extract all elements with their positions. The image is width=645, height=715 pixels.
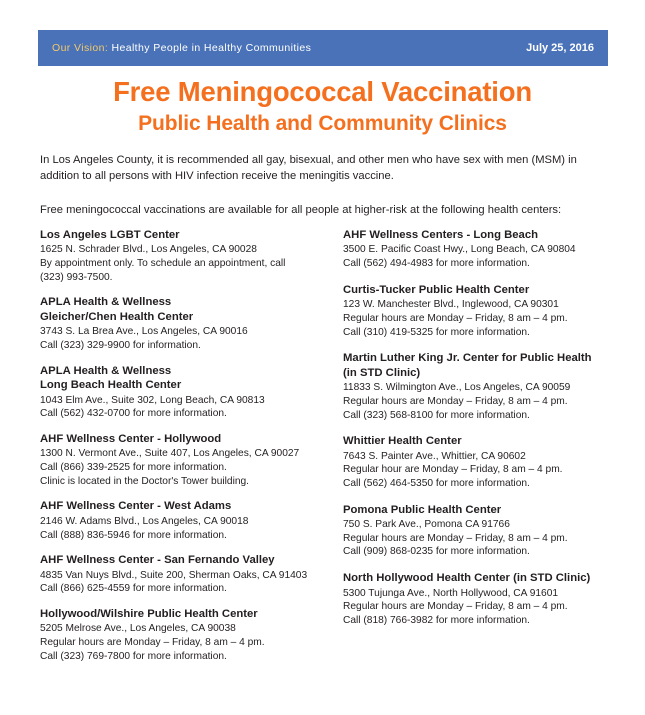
clinic-name: Martin Luther King Jr. Center for Public Health (in STD Clinic): [343, 352, 592, 379]
clinic-entry: [40, 228, 317, 284]
clinic-detail-line: Call (562) 464-5350 for more information.: [343, 477, 530, 489]
clinic-entry: [343, 571, 620, 627]
clinic-detail-line: 3743 S. La Brea Ave., Los Angeles, CA 90016: [40, 326, 248, 338]
clinic-detail-line: Call (323) 329-9900 for information.: [40, 340, 201, 352]
clinic-detail-line: Call (909) 868-0235 for more information.: [343, 546, 530, 558]
clinic-name: Los Angeles LGBT Center: [40, 229, 180, 241]
clinic-detail-line: Call (818) 766-3982 for more information.: [343, 614, 530, 626]
clinic-detail-line: 3500 E. Pacific Coast Hwy., Long Beach, CA 90804: [343, 244, 576, 256]
clinic-detail-line: Call (866) 625-4559 for more information.: [40, 583, 227, 595]
clinic-name: Whittier Health Center: [343, 435, 462, 448]
clinic-entry: [40, 553, 317, 596]
page-title: Free Meningococcal Vaccination: [113, 76, 532, 107]
clinic-detail-line: 1043 Elm Ave., Suite 302, Long Beach, CA 90813: [40, 394, 265, 406]
header-date: July 25, 2016: [526, 42, 594, 54]
clinic-detail-line: 1300 N. Vermont Ave., Suite 407, Los Angeles, CA 90027: [40, 448, 300, 460]
clinic-name: AHF Wellness Center - Hollywood: [40, 432, 222, 445]
clinic-entry: [40, 364, 317, 421]
clinic-detail-line: Call (888) 836-5946 for more information.: [40, 529, 227, 541]
clinic-detail-line: 1625 N. Schrader Blvd., Los Angeles, CA 90028: [40, 244, 257, 256]
clinic-detail-line: (323) 993-7500.: [40, 271, 113, 283]
clinic-detail-line: 5300 Tujunga Ave., North Hollywood, CA 91601: [343, 587, 559, 599]
intro-paragraph-2: Free meningococcal vaccinations are available for all people at higher-risk at the following health centers:: [40, 204, 562, 216]
clinic-detail-line: 123 W. Manchester Blvd., Inglewood, CA 90301: [343, 299, 559, 311]
clinic-detail-line: Regular hours are Monday – Friday, 8 am – 4 pm.: [40, 637, 265, 649]
clinic-detail-line: Call (562) 432-0700 for more information.: [40, 408, 227, 420]
clinic-detail-line: Clinic is located in the Doctor's Tower building.: [40, 475, 250, 487]
clinic-columns: [40, 228, 620, 675]
clinic-entry: [343, 351, 620, 422]
page-subtitle: Public Health and Community Clinics: [138, 111, 507, 135]
vision-label: Our Vision:: [52, 42, 109, 54]
clinic-detail-line: 7643 S. Painter Ave., Whittier, CA 90602: [343, 450, 526, 462]
clinic-entry: [343, 228, 620, 271]
clinic-detail-line: Regular hours are Monday – Friday, 8 am – 4 pm.: [343, 532, 568, 544]
vision-statement: [52, 42, 311, 54]
vision-text: Healthy People in Healthy Communities: [111, 42, 312, 54]
clinic-detail-line: 2146 W. Adams Blvd., Los Angeles, CA 90018: [40, 515, 249, 527]
clinic-column-left: [40, 228, 317, 675]
clinic-detail-line: By appointment only. To schedule an appointment, call: [40, 258, 286, 270]
clinic-detail-line: Call (323) 769-7800 for more information.: [40, 650, 227, 662]
intro-paragraph-1: In Los Angeles County, it is recommended all gay, bisexual, and other men who have sex with men (MSM) in addition to all persons with HIV infection receive the meningitis vaccine.: [40, 154, 577, 183]
clinic-name: AHF Wellness Center - West Adams: [40, 500, 232, 513]
clinic-entry: [40, 499, 317, 542]
clinic-detail-line: Call (310) 419-5325 for more information.: [343, 326, 530, 338]
clinic-detail-line: Call (866) 339-2525 for more information.: [40, 462, 227, 474]
title-block: [0, 76, 645, 136]
clinic-detail-line: Call (562) 494-4983 for more information.: [343, 258, 530, 270]
clinic-name: Curtis-Tucker Public Health Center: [343, 283, 530, 296]
clinic-name: APLA Health & Wellness Long Beach Health Center: [40, 364, 182, 392]
clinic-detail-line: Regular hours are Monday – Friday, 8 am – 4 pm.: [343, 601, 568, 613]
clinic-entry: [343, 283, 620, 339]
clinic-detail-line: 5205 Melrose Ave., Los Angeles, CA 90038: [40, 623, 236, 635]
header-bar: [38, 30, 608, 66]
clinic-name: AHF Wellness Center - San Fernando Valley: [40, 554, 275, 567]
clinic-detail-line: Regular hour are Monday – Friday, 8 am – 4 pm.: [343, 464, 563, 476]
clinic-name: North Hollywood Health Center (in STD Clinic): [343, 572, 591, 585]
clinic-column-right: [343, 228, 620, 675]
clinic-entry: [343, 434, 620, 490]
clinic-name: Pomona Public Health Center: [343, 503, 502, 516]
clinic-name: AHF Wellness Centers - Long Beach: [343, 229, 539, 241]
clinic-detail-line: Regular hours are Monday – Friday, 8 am – 4 pm.: [343, 312, 568, 324]
clinic-detail-line: 750 S. Park Ave., Pomona CA 91766: [343, 519, 510, 531]
clinic-name: Hollywood/Wilshire Public Health Center: [40, 608, 258, 621]
clinic-entry: [40, 432, 317, 488]
clinic-entry: [40, 607, 317, 663]
clinic-name: APLA Health & Wellness Gleicher/Chen Health Center: [40, 296, 194, 323]
clinic-entry: [343, 503, 620, 559]
clinic-detail-line: 4835 Van Nuys Blvd., Suite 200, Sherman Oaks, CA 91403: [40, 569, 308, 581]
clinic-detail-line: Regular hours are Monday – Friday, 8 am – 4 pm.: [343, 395, 568, 407]
clinic-detail-line: Call (323) 568-8100 for more information.: [343, 409, 530, 421]
clinic-detail-line: 11833 S. Wilmington Ave., Los Angeles, CA 90059: [343, 382, 571, 394]
clinic-entry: [40, 295, 317, 352]
